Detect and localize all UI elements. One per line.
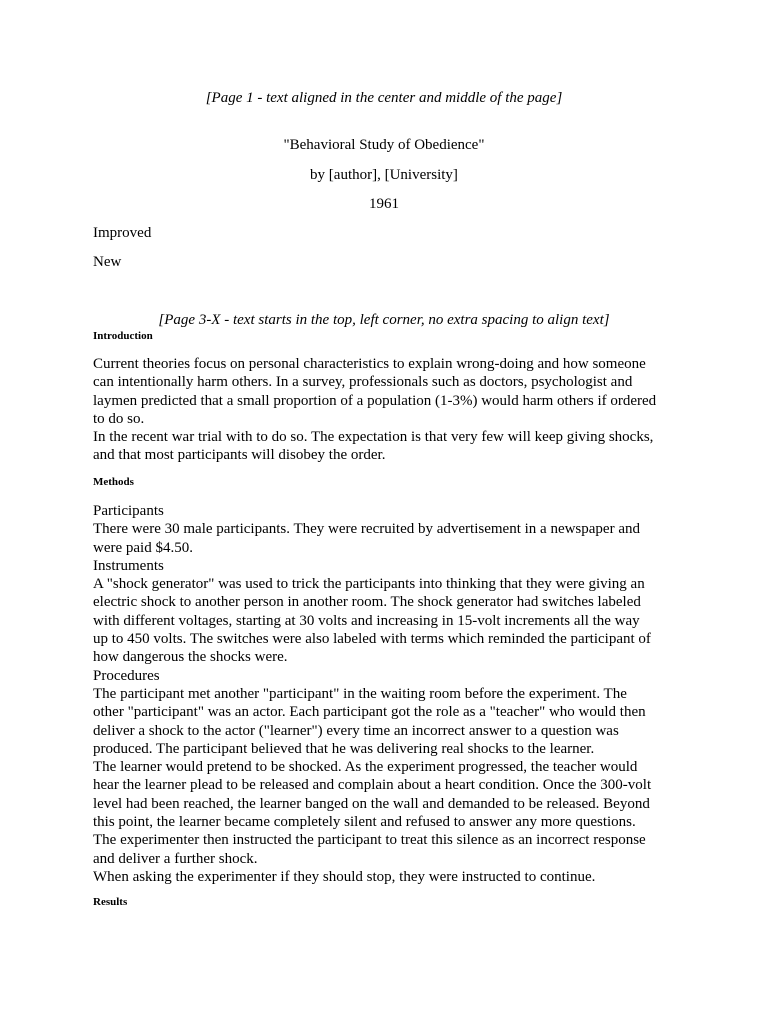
introduction-heading: Introduction [93, 330, 153, 342]
paragraph-line: with different voltages, starting at 30 volts and increasing in 15-volt increments all the way [93, 612, 640, 629]
paragraph-line: up to 450 volts. The switches were also labeled with terms which reminded the participant of [93, 631, 651, 648]
results-heading: Results [93, 896, 128, 908]
paragraph-line: When asking the experimenter if they should stop, they were instructed to continue. [93, 868, 596, 885]
paragraph-line: were paid $4.50. [93, 539, 193, 556]
paragraph-line: laymen predicted that a small proportion of a population (1-3%) would harm others if ordered [93, 392, 657, 409]
paragraph-line: The participant met another "participant" in the waiting room before the experiment. The [93, 685, 627, 702]
tag-new: New [93, 254, 122, 270]
title-page-note: [Page 1 - text aligned in the center and middle of the page] [205, 90, 563, 106]
paragraph-line: other "participant" was an actor. Each participant got the role as a "teacher" who would then [93, 704, 646, 721]
document-title: "Behavioral Study of Obedience" [283, 137, 485, 153]
paragraph-line: electric shock to another person in another room. The shock generator had switches labeled [93, 594, 641, 611]
paragraph-line: deliver a shock to the actor ("learner") every time an incorrect answer to a question was [93, 722, 619, 739]
subheading-instruments: Instruments [93, 557, 164, 574]
byline: by [author], [University] [310, 167, 458, 183]
paragraph-line: this point, the learner became completely silent and refused to answer any more questions. [93, 814, 636, 831]
paragraph-line: how dangerous the shocks were. [93, 649, 288, 666]
paragraph-line: A "shock generator" was used to trick the participants into thinking that they were giving an [93, 576, 645, 593]
methods-heading: Methods [93, 476, 134, 488]
tag-improved: Improved [93, 225, 152, 241]
subheading-procedures: Procedures [93, 667, 160, 684]
paragraph-line: to do so. [93, 410, 145, 427]
year: 1961 [369, 196, 399, 212]
paragraph-line: In the recent war trial with to do so. The expectation is that very few will keep giving shocks, [93, 429, 654, 446]
paragraph-line: There were 30 male participants. They were recruited by advertisement in a newspaper and [93, 521, 640, 538]
introduction-body [93, 355, 683, 465]
paragraph-line: and that most participants will disobey the order. [93, 447, 386, 464]
paragraph-line: The experimenter then instructed the participant to treat this silence as an incorrect response [93, 832, 646, 849]
paragraph-line: hear the learner plead to be released and complain about a heart condition. Once the 300-volt [93, 777, 652, 794]
body-page-note: [Page 3-X - text starts in the top, left corner, no extra spacing to align text] [158, 312, 610, 328]
subheading-participants: Participants [93, 503, 164, 519]
methods-body [93, 502, 683, 886]
paragraph-line: and deliver a further shock. [93, 850, 258, 867]
paragraph-line: can intentionally harm others. In a survey, professionals such as doctors, psychologist and [93, 374, 633, 391]
paragraph-line: The learner would pretend to be shocked. As the experiment progressed, the teacher would [93, 759, 638, 776]
paragraph-line: produced. The participant believed that he was delivering real shocks to the learner. [93, 740, 595, 757]
paragraph-line: level had been reached, the learner banged on the wall and demanded to be released. Beyond [93, 795, 650, 812]
paragraph-line: Current theories focus on personal characteristics to explain wrong-doing and how someone [93, 356, 646, 372]
